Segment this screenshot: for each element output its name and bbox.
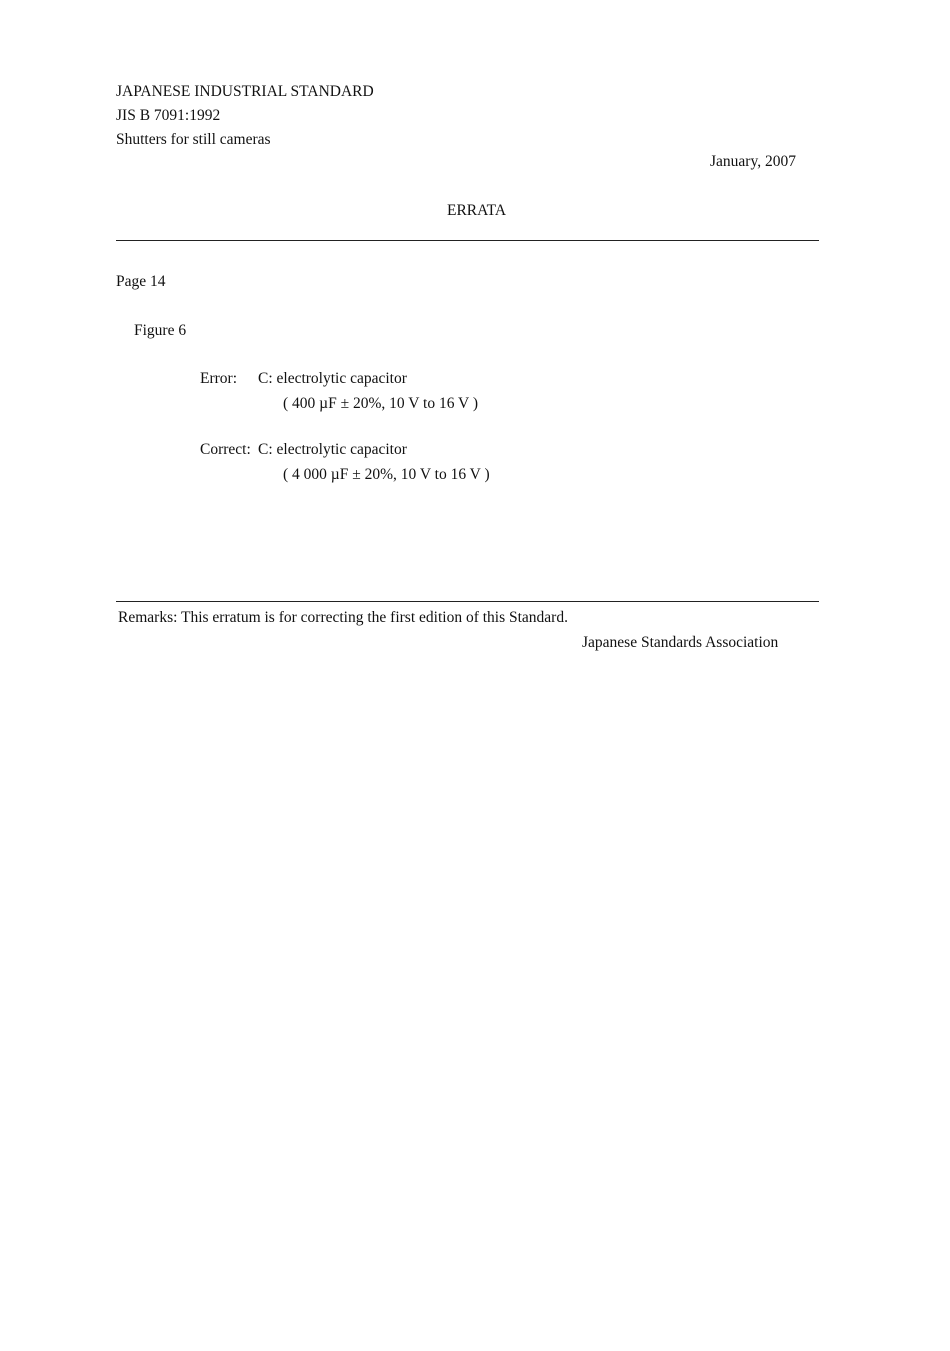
publisher-name: Japanese Standards Association (582, 634, 779, 651)
error-spec: ( 400 µF ± 20%, 10 V to 16 V ) (283, 395, 478, 412)
bottom-divider (116, 601, 819, 602)
page-reference: Page 14 (116, 273, 166, 290)
standard-number: JIS B 7091:1992 (116, 107, 221, 124)
figure-reference: Figure 6 (134, 322, 187, 339)
remarks-text: Remarks: This erratum is for correcting the first edition of this Standard. (118, 609, 568, 626)
issue-date: January, 2007 (710, 153, 796, 170)
correct-label: Correct: (200, 441, 251, 458)
correct-spec: ( 4 000 µF ± 20%, 10 V to 16 V ) (283, 466, 490, 483)
errata-heading: ERRATA (447, 202, 507, 219)
top-divider (116, 240, 819, 241)
error-label: Error: (200, 370, 238, 387)
error-text: C: electrolytic capacitor (258, 370, 407, 387)
standard-title: Shutters for still cameras (116, 131, 271, 148)
standard-label: JAPANESE INDUSTRIAL STANDARD (116, 83, 374, 100)
correct-text: C: electrolytic capacitor (258, 441, 407, 458)
